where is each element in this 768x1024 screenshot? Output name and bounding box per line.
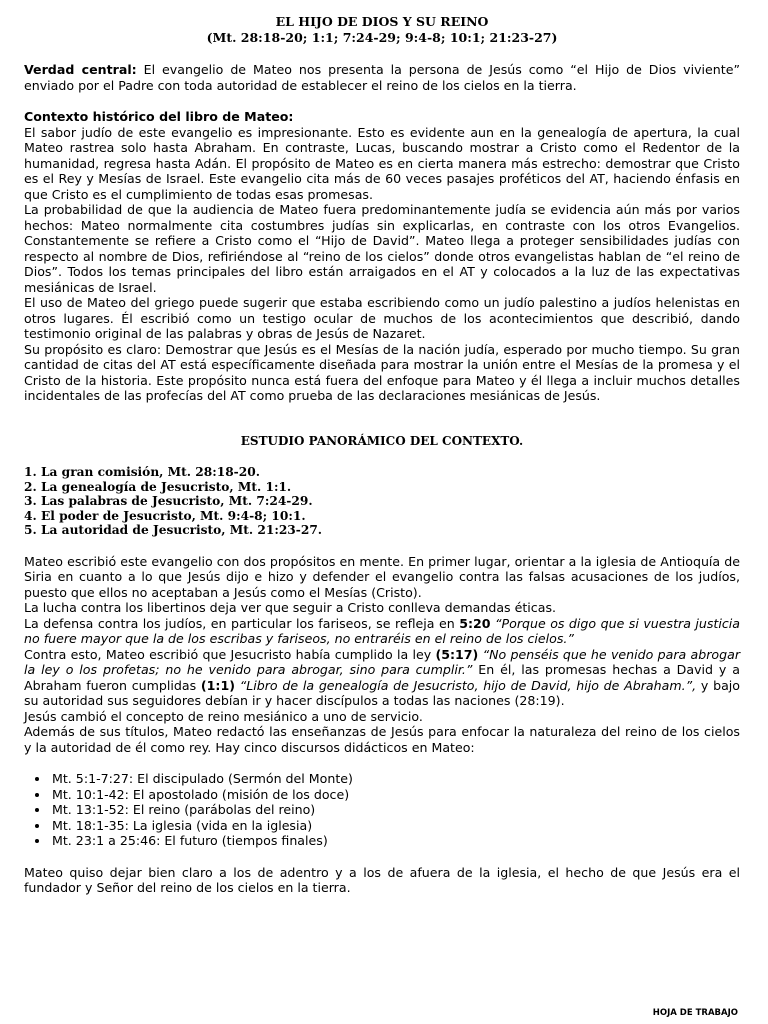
estudio-points-list bbox=[24, 465, 740, 538]
list-item: 4. El poder de Jesucristo, Mt. 9:4-8; 10:1. bbox=[24, 508, 306, 523]
body-paragraph-3-text: La defensa contra los judíos, en particular los fariseos, se refleja en bbox=[24, 615, 460, 631]
body-paragraph-4 bbox=[24, 647, 740, 709]
scripture-ref: (1:1) bbox=[200, 677, 235, 693]
verdad-central-paragraph bbox=[24, 62, 740, 93]
scripture-ref: 5:20 bbox=[459, 615, 491, 631]
contexto-paragraph-4: Su propósito es claro: Demostrar que Jesús es el Mesías de la nación judía, esperado por mucho tiempo. Su gran cantidad de citas del AT está específicamente diseñada para mostrar la unión entre el Mesías de la promesa y el Cristo de la historia. Este propósito nunca está fuera del enfoque para Mateo y él llega a incluir muchos detalles incidentales de las profecías del AT como prueba de las declaraciones mesiánicas de Jesús. bbox=[24, 341, 740, 403]
body-paragraph-2: La lucha contra los libertinos deja ver que seguir a Cristo conlleva demandas éticas. bbox=[24, 600, 557, 615]
estudio-heading: ESTUDIO PANORÁMICO DEL CONTEXTO. bbox=[240, 433, 524, 448]
contexto-paragraph-1: El sabor judío de este evangelio es impresionante. Esto es evidente aun en la genealogía de apertura, la cual Mateo rastrea solo hasta Abraham. En contraste, Lucas, buscando mostrar a Cristo como el Redentor de la humanidad, regresa hasta Adán. El propósito de Mateo es en cierta manera más estrecho: demostrar que Cristo es el Rey y Mesías de Israel. Este evangelio cita más de 60 veces pasajes proféticos del AT, haciendo énfasis en que Cristo es el cumplimiento de todas esas promesas. bbox=[24, 124, 740, 202]
document-title: EL HIJO DE DIOS Y SU REINO bbox=[275, 14, 489, 29]
list-item: 1. La gran comisión, Mt. 28:18-20. bbox=[24, 465, 260, 479]
discourses-list bbox=[24, 771, 740, 849]
body-paragraph-4-text-c: y bajo su autoridad sus seguidores debían ir y hacer discípulos a todas las naciones (28:19). bbox=[24, 677, 740, 708]
scripture-quote: “Porque os digo que si vuestra justicia no fuere mayor que la de los escribas y fariseos, no entraréis en el reino de los cielos.” bbox=[24, 615, 741, 646]
list-item: • Mt. 13:1-52: El reino (parábolas del reino) bbox=[50, 802, 740, 818]
verdad-central-text: El evangelio de Mateo nos presenta la persona de Jesús como “el Hijo de Dios viviente” enviado por el Padre con toda autoridad de establecer el reino de los cielos en la tierra. bbox=[24, 62, 740, 93]
body-paragraph-5: Jesús cambió el concepto de reino mesiánico a uno de servicio. bbox=[24, 708, 423, 724]
footer-label: HOJA DE TRABAJO bbox=[652, 1008, 738, 1018]
list-item: • Mt. 5:1-7:27: El discipulado (Sermón del Monte) bbox=[50, 771, 740, 787]
body-paragraph-4-text: Contra esto, Mateo escribió que Jesucristo había cumplido la ley bbox=[24, 646, 436, 662]
scripture-quote: “No penséis que he venido para abrogar la ley o los profetas; no he venido para abrogar, sino para cumplir.” bbox=[24, 646, 740, 677]
body-paragraph-7: Mateo quiso dejar bien claro a los de adentro y a los de afuera de la iglesia, el hecho de que Jesús era el fundador y Señor del reino de los cielos en la tierra. bbox=[24, 864, 740, 895]
list-item: 2. La genealogía de Jesucristo, Mt. 1:1. bbox=[24, 479, 292, 494]
document-subtitle: (Mt. 28:18-20; 1:1; 7:24-29; 9:4-8; 10:1; 21:23-27) bbox=[206, 30, 558, 45]
body-paragraph-1: Mateo escribió este evangelio con dos propósitos en mente. En primer lugar, orientar a la iglesia de Antioquía de Siria en cuanto a lo que Jesús dijo e hizo y defender el evangelio contra las falsas acusaciones de los judíos, puesto que ellos no aceptaban a Jesús como el Mesías (Cristo). bbox=[24, 553, 740, 600]
verdad-central-label: Verdad central: bbox=[24, 62, 137, 77]
scripture-ref: (5:17) bbox=[435, 646, 479, 662]
body-paragraph-6: Además de sus títulos, Mateo redactó las enseñanzas de Jesús para enfocar la naturaleza del reino de los cielos y la autoridad de él como rey. Hay cinco discursos didácticos en Mateo: bbox=[24, 724, 740, 755]
list-item: • Mt. 23:1 a 25:46: El futuro (tiempos finales) bbox=[50, 833, 740, 849]
list-item: • Mt. 10:1-42: El apostolado (misión de los doce) bbox=[50, 787, 740, 803]
list-item: 3. Las palabras de Jesucristo, Mt. 7:24-29. bbox=[24, 494, 313, 508]
list-item: 5. La autoridad de Jesucristo, Mt. 21:23-27. bbox=[24, 523, 323, 537]
list-item: • Mt. 18:1-35: La iglesia (vida en la iglesia) bbox=[50, 818, 740, 834]
contexto-heading: Contexto histórico del libro de Mateo: bbox=[24, 109, 294, 124]
body-paragraph-4-text-b: En él, las promesas hechas a David y a Abraham fueron cumplidas bbox=[24, 662, 740, 693]
contexto-paragraph-2: La probabilidad de que la audiencia de Mateo fuera predominantemente judía se evidencia aún más por varios hechos: Mateo normalmente cita costumbres judías sin explicarlas, en contraste con los otros Evangelios. Constantemente se refiere a Cristo como el “Hijo de David”. Mateo llega a proteger sensibilidades judías con respecto al nombre de Dios, refiriéndose al “reino de los cielos” donde otros evangelistas hablan de “el reino de Dios”. Todos los temas principales del libro están arraigados en el AT y colocados a la luz de las expectativas mesiánicas de Israel. bbox=[24, 202, 740, 295]
body-paragraph-3 bbox=[24, 616, 740, 647]
document-page bbox=[24, 14, 740, 896]
scripture-quote: “Libro de la genealogía de Jesucristo, hijo de David, hijo de Abraham.”, bbox=[234, 677, 697, 693]
contexto-paragraph-3: El uso de Mateo del griego puede sugerir que estaba escribiendo como un judío palestino a judíos helenistas en otros lugares. Él escribió como un testigo ocular de muchos de los acontecimientos que describió, dando testimonio original de las palabras y obras de Jesús de Nazaret. bbox=[24, 295, 740, 341]
